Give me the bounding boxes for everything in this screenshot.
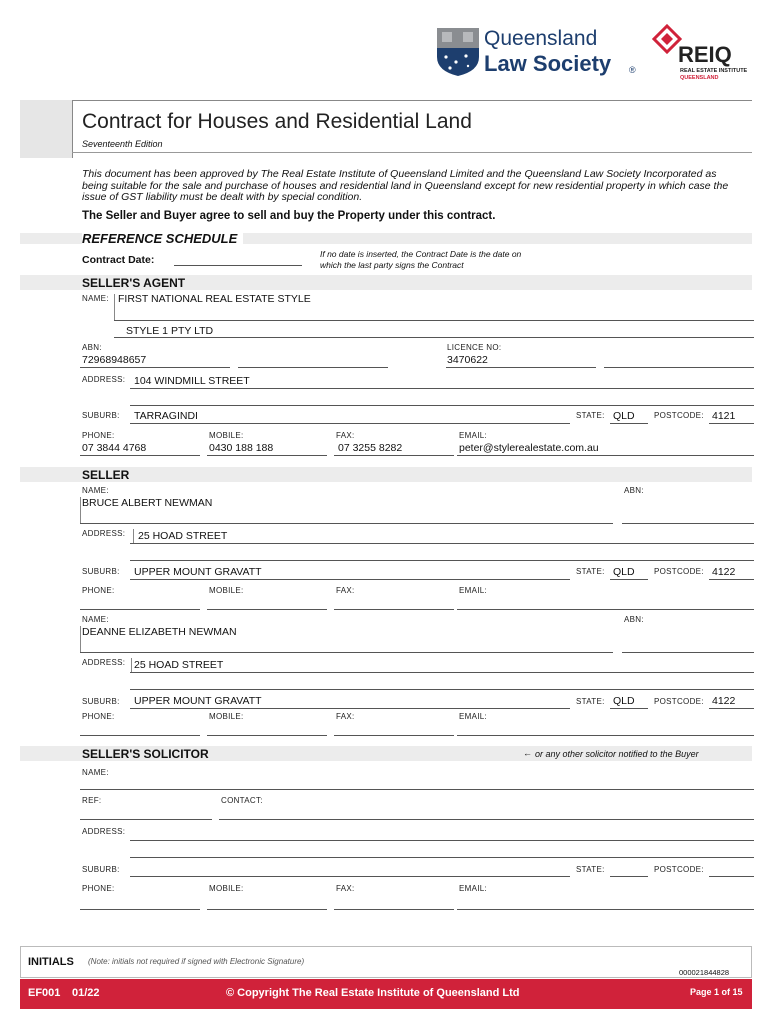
contract-date-note: If no date is inserted, the Contract Date is the date on which the last party signs the Contract xyxy=(320,249,522,270)
agent-postcode[interactable]: 4121 xyxy=(712,410,736,422)
agent-licence[interactable]: 3470622 xyxy=(447,354,488,366)
solicitor-address-line[interactable] xyxy=(130,840,754,841)
seller2-address[interactable]: 25 HOAD STREET xyxy=(134,659,224,671)
solicitor-heading: SELLER'S SOLICITOR xyxy=(82,747,209,761)
solicitor-phone-label: PHONE: xyxy=(82,884,115,893)
seller1-address-line[interactable] xyxy=(130,543,754,544)
agent-name-bracket xyxy=(114,294,115,320)
page-title: Contract for Houses and Residential Land xyxy=(82,110,472,133)
agent-email[interactable]: peter@stylerealestate.com.au xyxy=(459,442,599,454)
seller2-state-line[interactable] xyxy=(610,708,648,709)
seller1-abn-line[interactable] xyxy=(622,523,754,524)
initials-note: (Note: initials not required if signed with Electronic Signature) xyxy=(88,957,305,966)
solicitor-fax-label: FAX: xyxy=(336,884,355,893)
title-frame-top xyxy=(72,100,752,101)
seller1-postcode[interactable]: 4122 xyxy=(712,566,736,578)
seller2-address-line-2[interactable] xyxy=(130,689,754,690)
agent-email-line[interactable] xyxy=(457,455,754,456)
title-rule xyxy=(72,152,752,153)
seller2-postcode-line[interactable] xyxy=(709,708,754,709)
agent-name-line[interactable] xyxy=(114,320,754,321)
seller1-fax-label: FAX: xyxy=(336,586,355,595)
agent-name-label: NAME: xyxy=(82,294,109,303)
agent-licence-line[interactable] xyxy=(446,367,596,368)
seller2-fax-line[interactable] xyxy=(334,735,454,736)
form-date: 01/22 xyxy=(72,987,100,999)
agent-phone[interactable]: 07 3844 4768 xyxy=(82,442,147,454)
solicitor-address-line-2[interactable] xyxy=(130,857,754,858)
seller2-suburb[interactable]: UPPER MOUNT GRAVATT xyxy=(134,695,262,707)
seller1-suburb[interactable]: UPPER MOUNT GRAVATT xyxy=(134,566,262,578)
solicitor-contact-line[interactable] xyxy=(219,819,754,820)
seller-heading-bar xyxy=(20,467,752,482)
seller1-suburb-line[interactable] xyxy=(130,579,570,580)
agent-name-2[interactable]: STYLE 1 PTY LTD xyxy=(126,325,214,337)
seller1-phone-label: PHONE: xyxy=(82,586,115,595)
contract-date-field[interactable] xyxy=(174,265,302,266)
seller1-address-label: ADDRESS: xyxy=(82,529,126,538)
seller1-postcode-label: POSTCODE: xyxy=(654,567,704,576)
agent-fax-line[interactable] xyxy=(334,455,454,456)
seller1-address[interactable]: 25 HOAD STREET xyxy=(138,530,228,542)
seller1-address-line-2[interactable] xyxy=(130,560,754,561)
seller1-mobile-line[interactable] xyxy=(207,609,327,610)
seller2-name-label: NAME: xyxy=(82,615,109,624)
solicitor-fax-line[interactable] xyxy=(334,909,454,910)
qls-line2: Law Society xyxy=(484,51,612,76)
seller2-phone-label: PHONE: xyxy=(82,712,115,721)
solicitor-email-line[interactable] xyxy=(457,909,754,910)
agent-postcode-line[interactable] xyxy=(709,423,754,424)
edition: Seventeenth Edition xyxy=(82,139,163,149)
seller2-email-line[interactable] xyxy=(457,735,754,736)
seller1-phone-line[interactable] xyxy=(80,609,200,610)
seller1-name-bracket xyxy=(80,497,81,523)
solicitor-postcode-label: POSTCODE: xyxy=(654,865,704,874)
seller1-suburb-label: SUBURB: xyxy=(82,567,120,576)
agent-state[interactable]: QLD xyxy=(613,410,635,422)
agent-mobile-line[interactable] xyxy=(207,455,327,456)
solicitor-suburb-label: SUBURB: xyxy=(82,865,120,874)
agent-abn-line-2[interactable] xyxy=(238,367,388,368)
agent-fax-label: FAX: xyxy=(336,431,355,440)
contract-date-label: Contract Date: xyxy=(82,254,155,266)
agent-licence-line-2[interactable] xyxy=(604,367,754,368)
seller2-address-bracket xyxy=(131,658,132,672)
agent-name-1[interactable]: FIRST NATIONAL REAL ESTATE STYLE xyxy=(118,293,311,305)
seller2-abn-line[interactable] xyxy=(622,652,754,653)
reiq-wordmark: REIQ xyxy=(678,42,732,67)
solicitor-state-label: STATE: xyxy=(576,865,605,874)
seller1-state[interactable]: QLD xyxy=(613,566,635,578)
agent-address[interactable]: 104 WINDMILL STREET xyxy=(134,375,250,387)
seller2-address-line[interactable] xyxy=(130,672,754,673)
agent-state-label: STATE: xyxy=(576,411,605,420)
seller1-name-line[interactable] xyxy=(80,523,613,524)
seller1-mobile-label: MOBILE: xyxy=(209,586,244,595)
solicitor-name-line[interactable] xyxy=(80,789,754,790)
seller2-postcode[interactable]: 4122 xyxy=(712,695,736,707)
agent-phone-label: PHONE: xyxy=(82,431,115,440)
solicitor-name-label: NAME: xyxy=(82,768,109,777)
agent-state-line[interactable] xyxy=(610,423,648,424)
form-code: EF001 xyxy=(28,987,61,999)
title-frame-left xyxy=(72,100,73,158)
seller2-abn-label: ABN: xyxy=(624,615,644,624)
page-number: Page 1 of 15 xyxy=(690,987,743,997)
solicitor-state-line[interactable] xyxy=(610,876,648,877)
solicitor-ref-label: REF: xyxy=(82,796,102,805)
solicitor-address-label: ADDRESS: xyxy=(82,827,126,836)
agent-mobile[interactable]: 0430 188 188 xyxy=(209,442,274,454)
qls-reg: ® xyxy=(629,65,636,75)
agent-abn-label: ABN: xyxy=(82,343,102,352)
seller-heading: SELLER xyxy=(82,468,130,482)
seller2-state[interactable]: QLD xyxy=(613,695,635,707)
agent-address-label: ADDRESS: xyxy=(82,375,126,384)
solicitor-ref-line[interactable] xyxy=(80,819,212,820)
agent-abn-line[interactable] xyxy=(80,367,230,368)
seller1-postcode-line[interactable] xyxy=(709,579,754,580)
seller2-suburb-line[interactable] xyxy=(130,708,570,709)
solicitor-contact-label: CONTACT: xyxy=(221,796,263,805)
solicitor-mobile-line[interactable] xyxy=(207,909,327,910)
agent-licence-label: LICENCE NO: xyxy=(447,343,502,352)
seller2-phone-line[interactable] xyxy=(80,735,200,736)
agent-suburb-label: SUBURB: xyxy=(82,411,120,420)
qls-logo xyxy=(436,27,641,79)
qls-line1: Queensland xyxy=(484,27,598,50)
solicitor-note: or any other solicitor notified to the Buyer xyxy=(535,749,699,759)
title-side-bar xyxy=(20,100,72,158)
intro-text: This document has been approved by The Real Estate Institute of Queensland Limited and the Queensland Law Society Incorporated as being suitable for the sale and purchase of houses and residential land in Queensland except for new residential property in which case the issue of GST liability must be dealt with by special condition. xyxy=(82,168,729,203)
agent-phone-line[interactable] xyxy=(80,455,200,456)
seller1-abn-label: ABN: xyxy=(624,486,644,495)
solicitor-phone-line[interactable] xyxy=(80,909,200,910)
seller2-fax-label: FAX: xyxy=(336,712,355,721)
document-number: 000021844828 xyxy=(679,968,730,977)
seller1-email-label: EMAIL: xyxy=(459,586,488,595)
reiq-sub1: REAL ESTATE INSTITUTE xyxy=(680,68,748,74)
seller1-state-label: STATE: xyxy=(576,567,605,576)
seller2-mobile-line[interactable] xyxy=(207,735,327,736)
solicitor-suburb-line[interactable] xyxy=(130,876,570,877)
seller2-state-label: STATE: xyxy=(576,697,605,706)
qls-crest-icon xyxy=(436,27,480,77)
solicitor-email-label: EMAIL: xyxy=(459,884,488,893)
seller2-name[interactable]: DEANNE ELIZABETH NEWMAN xyxy=(82,626,237,638)
agent-address-line-2[interactable] xyxy=(130,405,754,406)
seller2-name-bracket xyxy=(80,626,81,652)
seller2-suburb-label: SUBURB: xyxy=(82,697,120,706)
seller1-fax-line[interactable] xyxy=(334,609,454,610)
agent-abn[interactable]: 72968948657 xyxy=(82,354,147,366)
agent-suburb-line[interactable] xyxy=(130,423,570,424)
agent-postcode-label: POSTCODE: xyxy=(654,411,704,420)
agent-email-label: EMAIL: xyxy=(459,431,488,440)
seller2-email-label: EMAIL: xyxy=(459,712,488,721)
agent-suburb[interactable]: TARRAGINDI xyxy=(134,410,198,422)
seller2-address-label: ADDRESS: xyxy=(82,658,126,667)
arrow-left-icon: ← xyxy=(523,748,532,758)
agent-name-line-2[interactable] xyxy=(114,337,754,338)
seller1-state-line[interactable] xyxy=(610,579,648,580)
agent-address-line[interactable] xyxy=(130,388,754,389)
agent-mobile-label: MOBILE: xyxy=(209,431,244,440)
schedule-title: REFERENCE SCHEDULE xyxy=(82,231,243,246)
seller1-address-bracket xyxy=(133,529,134,543)
reiq-logo xyxy=(652,22,752,82)
seller2-mobile-label: MOBILE: xyxy=(209,712,244,721)
seller2-name-line[interactable] xyxy=(80,652,613,653)
seller2-postcode-label: POSTCODE: xyxy=(654,697,704,706)
seller1-name[interactable]: BRUCE ALBERT NEWMAN xyxy=(82,497,213,509)
seller1-name-label: NAME: xyxy=(82,486,109,495)
solicitor-mobile-label: MOBILE: xyxy=(209,884,244,893)
seller1-email-line[interactable] xyxy=(457,609,754,610)
solicitor-postcode-line[interactable] xyxy=(709,876,754,877)
agree-text: The Seller and Buyer agree to sell and buy the Property under this contract. xyxy=(82,210,496,222)
agent-fax[interactable]: 07 3255 8282 xyxy=(338,442,403,454)
copyright: © Copyright The Real Estate Institute of Queensland Ltd xyxy=(226,987,520,999)
initials-label: INITIALS xyxy=(28,956,74,968)
reiq-sub2: QUEENSLAND xyxy=(680,75,719,81)
agent-heading: SELLER'S AGENT xyxy=(82,276,186,290)
